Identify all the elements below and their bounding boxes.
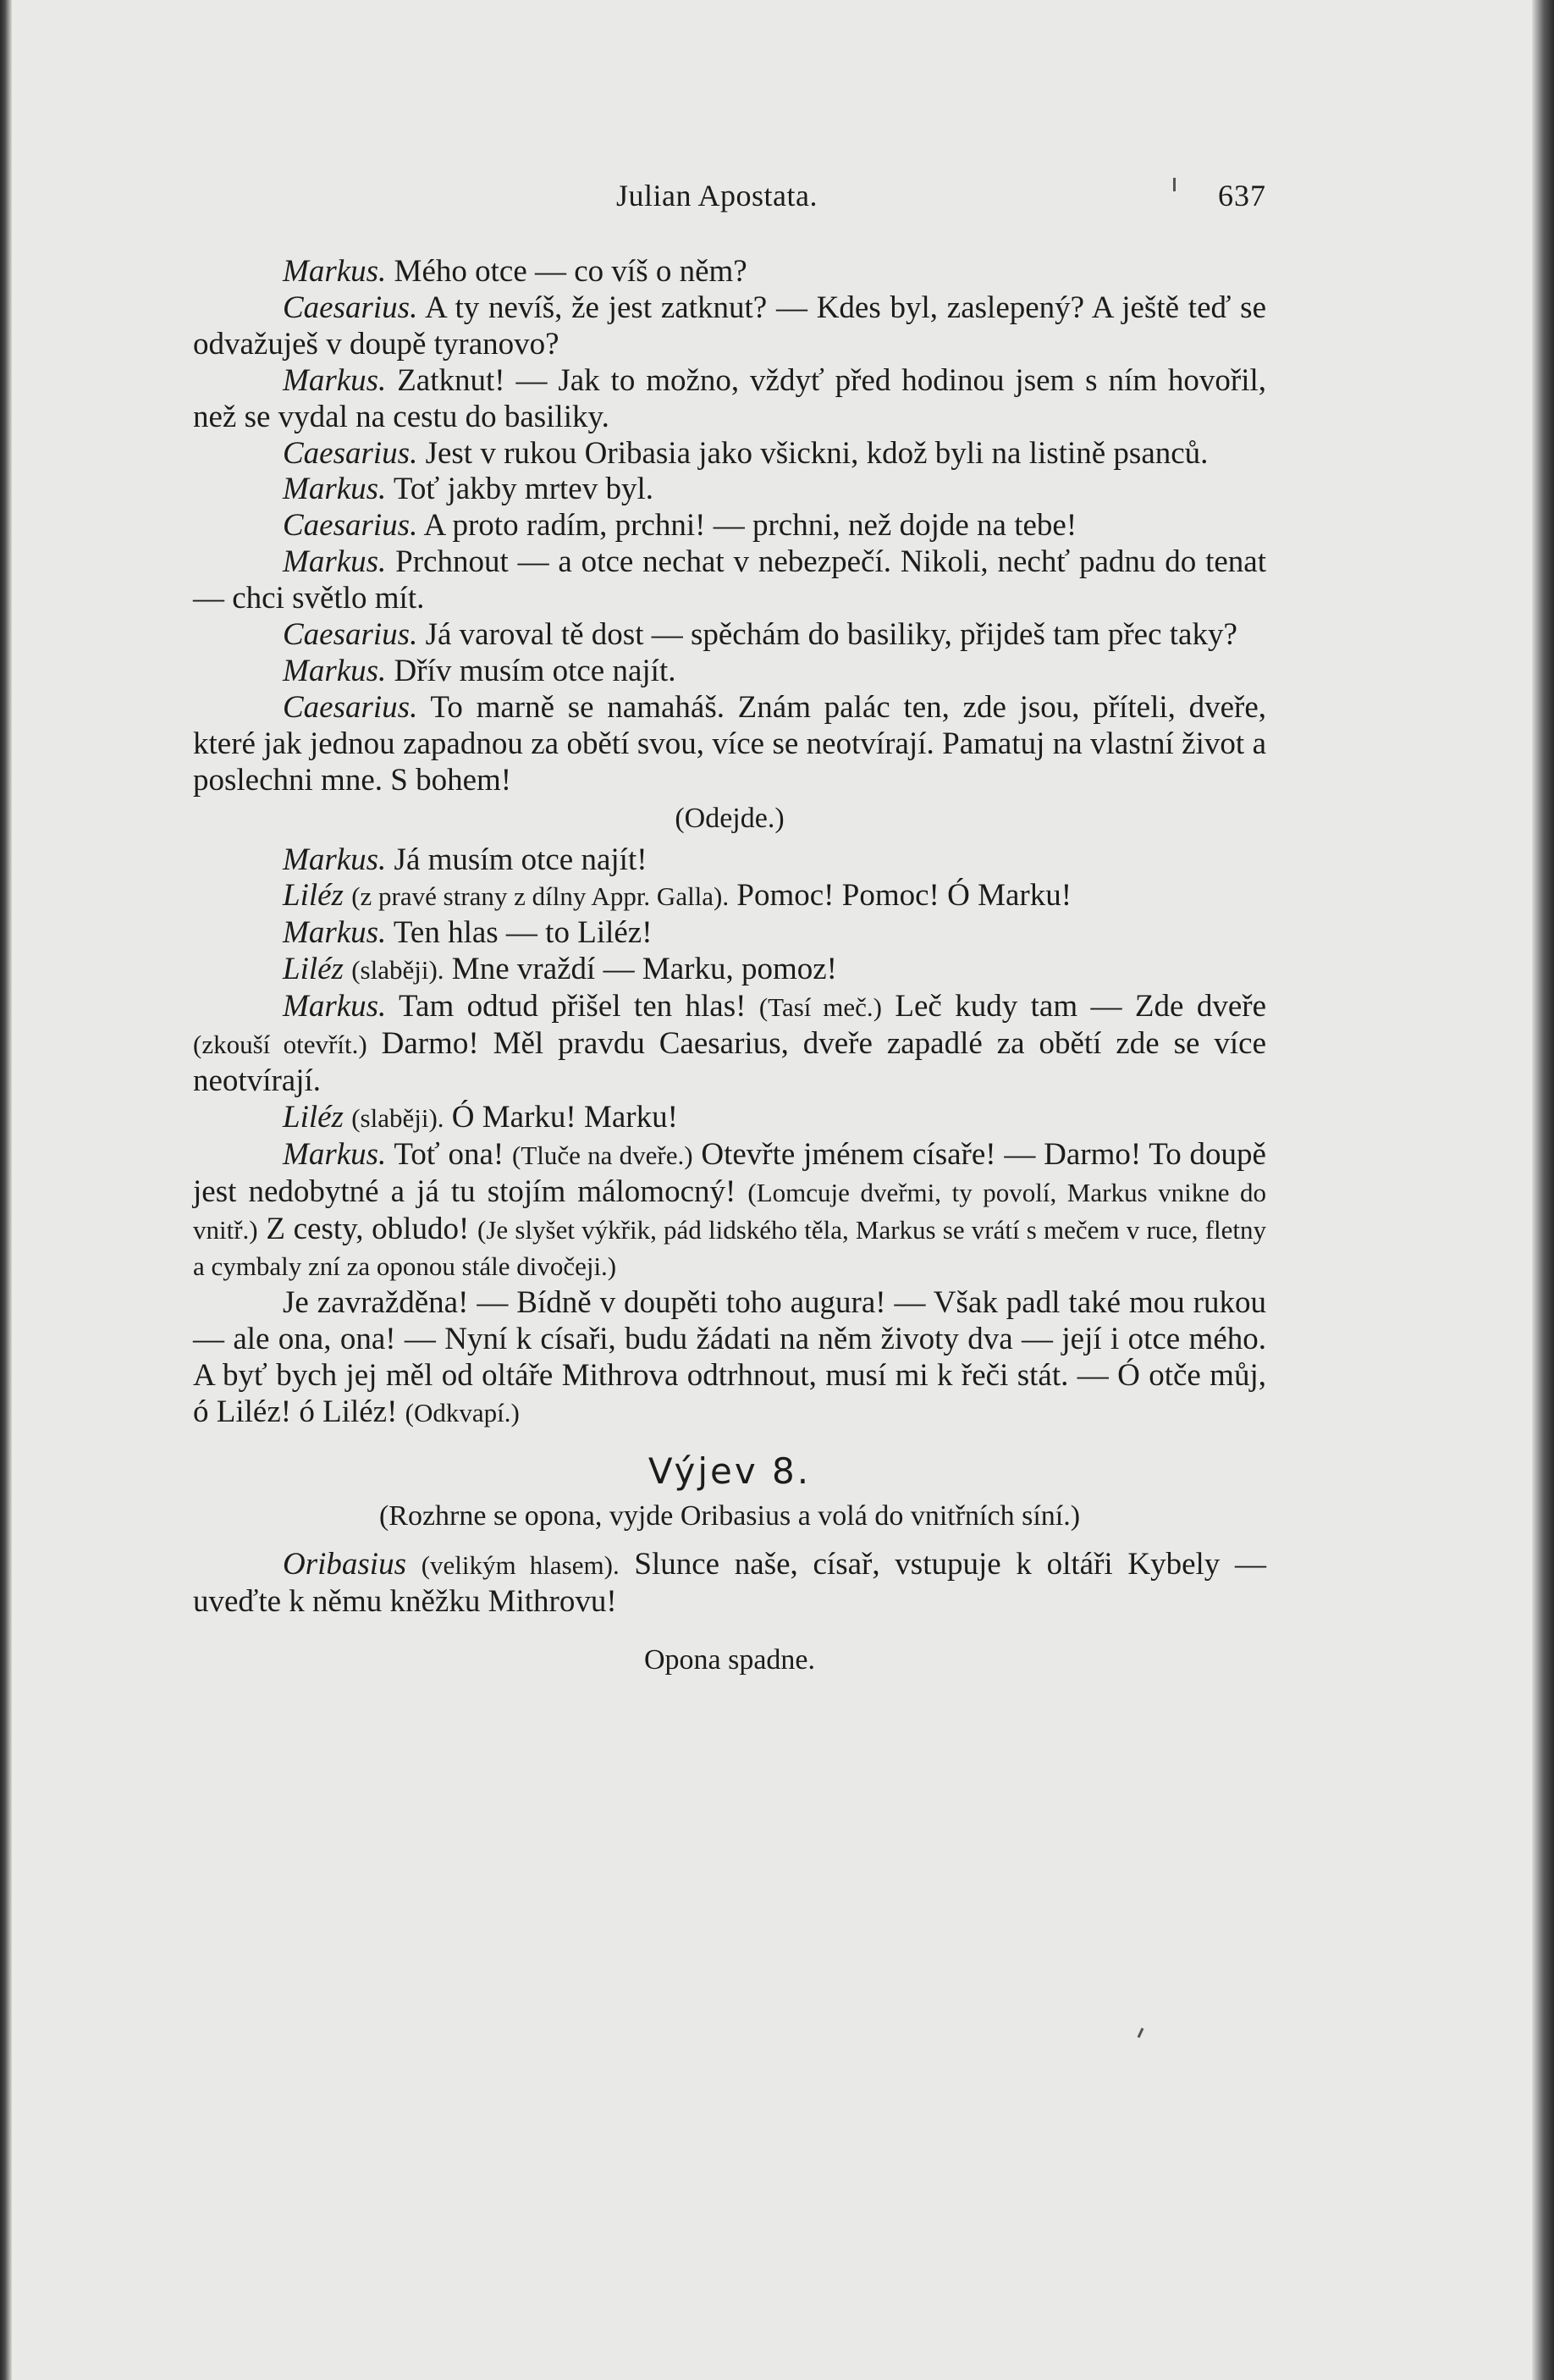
speaker-name: Markus. bbox=[283, 472, 387, 507]
speech-line bbox=[193, 544, 1266, 617]
speech-text: Pomoc! Pomoc! Ó Marku! bbox=[736, 878, 1072, 914]
stage-direction: (Tasí meč.) bbox=[758, 992, 882, 1023]
speech-line bbox=[193, 878, 1266, 915]
scene-direction: (Rozhrne se opona, vyjde Oribasius a volá do vnitřních síní.) bbox=[378, 1499, 1081, 1532]
speaker-name: Liléz bbox=[283, 952, 344, 987]
speaker-name: Markus. bbox=[283, 842, 387, 877]
speech-text: Mne vraždí — Marku, pomoz! bbox=[451, 952, 837, 987]
speaker-name: Caesarius. bbox=[283, 290, 418, 325]
speaker-name: Liléz bbox=[283, 1099, 344, 1135]
stage-direction: (Tluče na dveře.) bbox=[512, 1140, 693, 1170]
speaker-name: Markus. bbox=[283, 1136, 387, 1172]
scan-edge-left bbox=[0, 0, 12, 2380]
curtain-note: Opona spadne. bbox=[643, 1643, 816, 1676]
play-text bbox=[193, 254, 1266, 1679]
scene-heading: Výjev 8. bbox=[648, 1450, 812, 1492]
speaker-name: Caesarius. bbox=[283, 689, 418, 725]
stage-direction: (Lomcuje dveřmi, ty povolí, Markus vnikne do vnitř.) bbox=[193, 1177, 1267, 1245]
speech-line bbox=[193, 617, 1266, 654]
speech-text: To marně se namaháš. Znám palác ten, zde jsou, příteli, dveře, které jak jednou zapadnou za obětí svou, více se neotvírají. Pamatuj na vlastní život a poslechni mne. S bohem! bbox=[193, 689, 1266, 798]
speech-text: Toť ona! bbox=[394, 1136, 504, 1172]
speaker-name: Markus. bbox=[283, 254, 387, 289]
speech-text: Leč kudy tam — Zde dveře bbox=[895, 989, 1267, 1024]
speech-text: Prchnout — a otce nechat v nebezpečí. Nikoli, nechť padnu do tenat — chci světlo mít. bbox=[193, 544, 1266, 616]
speech-line bbox=[193, 952, 1266, 989]
speech-line bbox=[193, 654, 1266, 690]
speech-text: Dřív musím otce najít. bbox=[394, 653, 676, 688]
stage-direction: (Je slyšet výkřik, pád lidského těla, Markus se vrátí s mečem v ruce, fletny a cymbaly zní za oponou stále divočeji.) bbox=[193, 1214, 1267, 1282]
speaker-name: Caesarius. bbox=[283, 617, 418, 653]
speech-line bbox=[193, 915, 1266, 952]
speech-text: Ten hlas — to Liléz! bbox=[393, 915, 653, 951]
speech-line bbox=[193, 989, 1266, 1100]
page-number: 637 bbox=[1218, 179, 1266, 213]
speech-text: Slunce naše, císař, vstupuje k oltáři Kybely — uveďte k němu kněžku Mithrovu! bbox=[193, 1546, 1266, 1619]
speech-line bbox=[193, 290, 1266, 363]
speech-text: Ó Marku! Marku! bbox=[451, 1099, 678, 1135]
speech-text: A proto radím, prchni! — prchni, než dojde na tebe! bbox=[423, 508, 1077, 544]
speaker-name: Caesarius. bbox=[283, 435, 418, 471]
speech-continuation bbox=[193, 1285, 1266, 1432]
speech-text: Toť jakby mrtev byl. bbox=[393, 472, 654, 507]
speech-text: Otevřte jménem císaře! — Darmo! To doupě jest nedobytné a já tu stojím málomocný! bbox=[193, 1136, 1266, 1209]
speaker-name: Caesarius. bbox=[283, 508, 418, 544]
stage-direction: (Odkvapí.) bbox=[405, 1398, 520, 1428]
speech-text: Tam odtud přišel ten hlas! bbox=[399, 989, 747, 1024]
stage-direction: (velikým hlasem). bbox=[421, 1549, 620, 1580]
speech-line bbox=[193, 363, 1266, 436]
speaker-name: Markus. bbox=[283, 653, 387, 688]
stage-direction: (z pravé strany z dílny Appr. Galla). bbox=[351, 881, 730, 912]
speech-text: Z cesty, obludo! bbox=[266, 1211, 470, 1246]
running-header bbox=[193, 178, 1266, 220]
speech-text: Jest v rukou Oribasia jako všickni, kdož byli na listině psanců. bbox=[425, 435, 1209, 471]
speech-text: Darmo! Měl pravdu Caesarius, dveře zapadlé za obětí zde se více neotvírají. bbox=[193, 1026, 1266, 1098]
speaker-name: Markus. bbox=[283, 989, 387, 1024]
speech-line bbox=[193, 690, 1266, 799]
speech-line bbox=[193, 436, 1266, 472]
speech-text: Mého otce — co víš o něm? bbox=[394, 254, 747, 289]
speaker-name: Oribasius bbox=[283, 1546, 406, 1582]
stage-direction: (slaběji). bbox=[351, 955, 444, 986]
speech-line bbox=[193, 508, 1266, 544]
speaker-name: Liléz bbox=[283, 878, 344, 914]
stray-mark bbox=[1173, 178, 1176, 191]
scan-edge-right bbox=[1532, 0, 1554, 2380]
stage-direction: (slaběji). bbox=[351, 1102, 444, 1133]
speaker-name: Markus. bbox=[283, 544, 387, 580]
stray-mark bbox=[1138, 2028, 1144, 2038]
stage-direction: (zkouší otevřít.) bbox=[193, 1030, 367, 1060]
running-title: Julian Apostata. bbox=[616, 179, 818, 213]
speech-line bbox=[193, 254, 1266, 290]
speaker-name: Markus. bbox=[283, 362, 387, 398]
speech-text: Já musím otce najít! bbox=[394, 842, 648, 877]
speech-line bbox=[193, 472, 1266, 508]
speech-line bbox=[193, 842, 1266, 879]
speech-text: Já varoval tě dost — spěchám do basiliky, přijdeš tam přec taky? bbox=[425, 617, 1237, 653]
speaker-name: Markus. bbox=[283, 915, 387, 951]
speech-line bbox=[193, 1137, 1266, 1286]
speech-line bbox=[193, 1547, 1266, 1621]
speech-line bbox=[193, 1100, 1266, 1137]
stage-direction-exit: (Odejde.) bbox=[675, 802, 785, 834]
book-page bbox=[7, 0, 1539, 2380]
speech-text: A ty nevíš, že jest zatknut? — Kdes byl, zaslepený? A ještě teď se odvažuješ v doupě tyranovo? bbox=[193, 290, 1266, 362]
speech-text: Je zavražděna! — Bídně v doupěti toho augura! — Však padl také mou rukou — ale ona, ona! — Nyní k císaři, budu žádati na něm životy dva — její i otce mého. A byť bych jej měl od oltáře Mithrova odtrhnout, musí mi k řeči stát. — Ó otče můj, ó Liléz! ó Liléz! bbox=[193, 1285, 1266, 1430]
speech-text: Zatknut! — Jak to možno, vždyť před hodinou jsem s ním hovořil, než se vydal na cestu do basiliky. bbox=[193, 362, 1267, 434]
